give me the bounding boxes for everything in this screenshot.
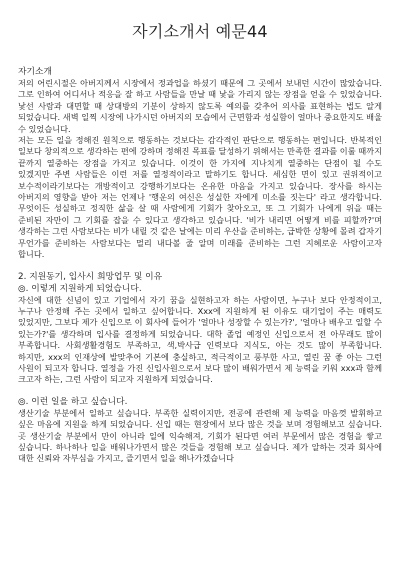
paragraph-personality: 저는 모든 일을 정해진 원칙으로 행동하는 것보다는 감각적인 판단으로 행동하는 편입니다. 반복적인 일보다 창의적으로 생각하는 편에 강하며 정해진 목표를 달성하기 위해서는 만족한 결과를 이룰 때까지 끝까지 열중하는 장점을 가지고 있습니다. 이것이 한 가지에 지나치게 열중하는 단점이 될 수도 있겠지만 주변 사람들은 이런 저를 열정적이라고 말하기도 합니다. 세심한 면이 있고 권위적이고 보수적이라기보다는 개방적이고 강행하기보다는 온유한 마음을 가지고 있습니다. 장사를 하시는 아버지의 영향을 받아 저는 언제나 '행운의 여신은 성실한 자에게 미소를 짓는다' 라고 생각합니다. 무엇이든 성실하고 정직한 삶을 살 때 사람에게 기회가 찾아오고, 또 그 기회가 나에게 위을 때는 준비된 자만이 그 기회를 잡을 수 있다고 생각하고 있습니다. '비가 내리면 어떻게 비를 피할까?'며 생각하는 그런 사람보다는 비가 내릴 것 같은 날에는 미리 우산을 준비하는, 급박한 상황에 몰려 갑자기 무언가를 준비하는 사람보다는 멀리 내다볼 줄 알며 미래를 준비하는 그런 지혜로운 사람이고자 합니다. [18, 135, 382, 260]
document-title: 자기소개서 예문44 [132, 22, 268, 41]
paragraph-childhood: 저의 어린시절은 아버지께서 시장에서 정과업을 하셨기 때문에 그 곳에서 보내던 시간이 많았습니다. 그로 인하여 어디서나 적응을 잘 하고 사람들을 만날 때 낯을 가리지 않는 장점을 얻을 수 있었습니다. 낯선 사람과 대면할 때 상대방의 기분이 상하지 않도록 예의를 갖추어 의사를 표현하는 법도 알게 되었습니다. 새벽 일찍 시장에 나가시던 아버지의 모습에서 근면함과 성실함이 얼마나 중요한지도 배울 수 있었습니다. [18, 78, 382, 134]
paragraph-desired-work: 생산기술 부분에서 일하고 싶습니다. 부족한 실력이지만, 전공에 관련해 제 능력을 마음껏 발휘하고 싶은 마음에 지원을 하게 되었습니다. 신입 때는 현장에서 보다 많은 것을 보며 경험해보고 싶습니다. 곳 생산기술 부분에서 만이 아니라 일에 익숙해져, 기회가 된다면 여러 부문에서 많은 경험을 쌓고 싶습니다. 하나하나 일을 배워나가면서 많은 것들을 경험해 보고 싶습니다. 제가 알하는 것과 회사에 대한 신뢰와 자부심을 가지고, 즐기면서 일을 해나가겠습니다 [18, 407, 382, 464]
subsection-heading-desired-work: ◎. 이런 일을 하고 싶습니다. [18, 396, 128, 407]
spacer [18, 261, 382, 271]
spacer [18, 386, 382, 396]
paragraph-reason: 자신에 대한 신념이 있고 기업에서 자기 꿈을 실현하고자 하는 사람이면, 누구나 보다 안정적이고, 누구나 안정해 주는 곳에서 일하고 싶어합니다. Xxx에 지원하게 된 이유도 대기업이 주는 매력도 있었지만, 그보다 제가 신입으로 이 회사에 들어가 '얼마나 성장할 수 있는가?', '얼마나 배우고 일할 수 있는가?'를 생각하며 입사를 결정하게 되었습니다. 대학 졸업 예정인 신입으로서 전 아무래도 많이 부족합니다. 사회생활경험도 부족하고, 색,박사급 인력보다 지식도, 아는 것도 많이 부족합니다. 하지만, xxx의 인재상에 발맞추어 기본에 충실하고, 적극적이고 풍부한 사고, 열린 꿈 좋 아는 그런 사원이 되고자 합니다. 열정을 가진 신입사원으로서 보다 많이 배워가면서 제 능력을 키워 xxx과 함께 크고자 하는, 그런 사람이 되고자 지원하게 되었습니다. [18, 294, 382, 385]
section-heading-motivation: 2. 지원동기, 입사시 희망업무 및 이유 [18, 271, 163, 282]
subsection-heading-reason: ◎. 이렇게 지원하게 되었습니다. [18, 283, 142, 294]
section-heading-self-introduction: 자기소개 [18, 67, 52, 77]
